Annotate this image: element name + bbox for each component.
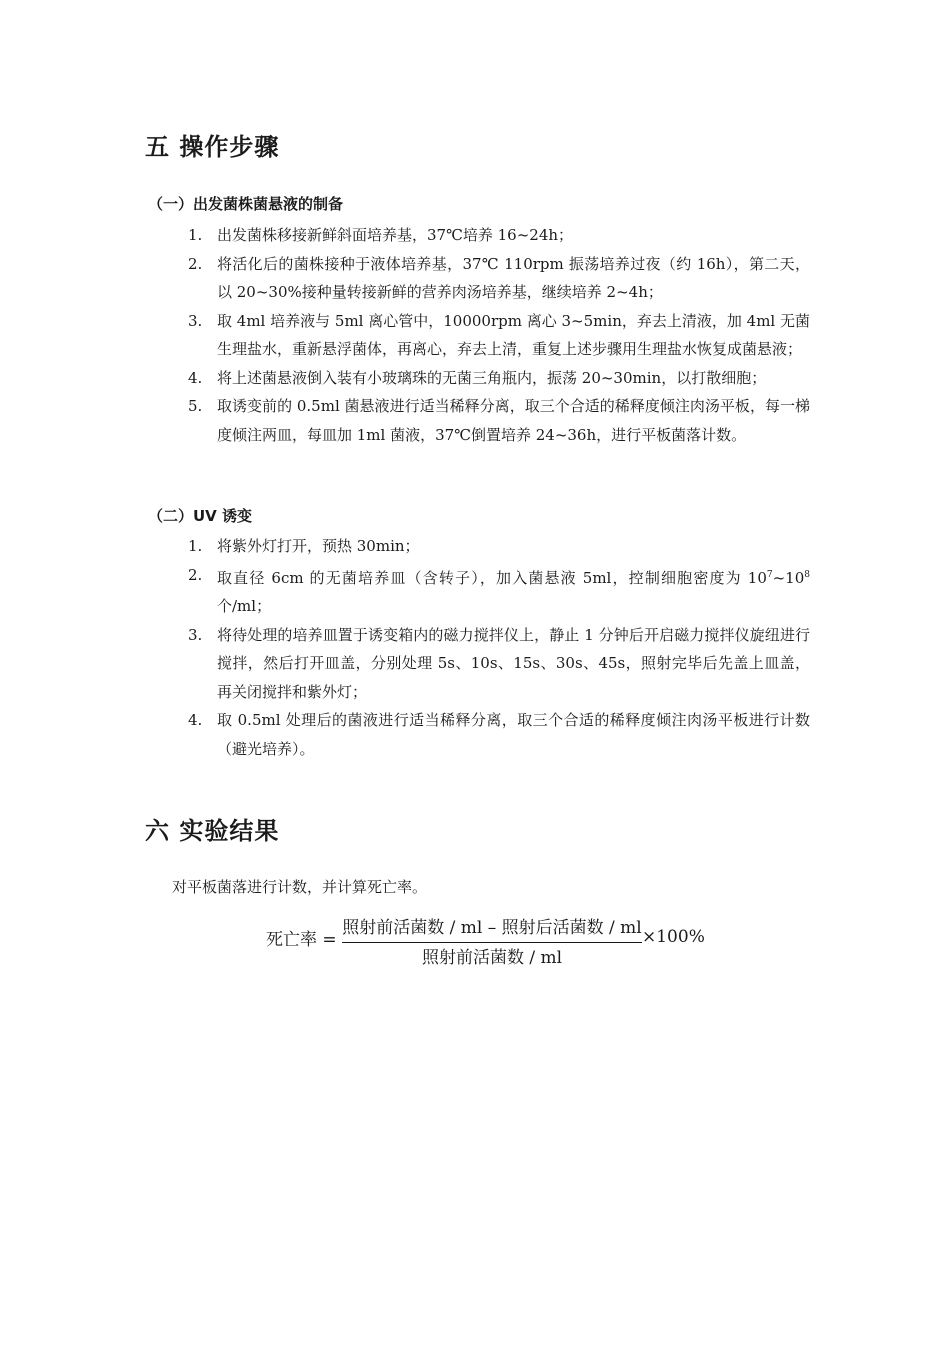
item-number: 2.	[188, 565, 203, 584]
list-item	[0, 364, 952, 393]
item-text: 将待处理的培养皿置于诱变箱内的磁力搅拌仪上，静止 1 分钟后开启磁力搅拌仪旋纽进行搅拌，然后打开皿盖，分别处理 5s、10s、15s、30s、45s，照射完毕后先盖上皿盖，再关闭搅拌和紫外灯；	[217, 625, 810, 701]
list-item	[0, 250, 952, 307]
list-item	[0, 621, 952, 707]
exponent: 7	[766, 569, 773, 580]
item-number: 1.	[188, 537, 203, 555]
item-number: 3.	[188, 311, 203, 330]
item-text-part: ~10	[772, 568, 805, 587]
item-text: 出发菌株移接新鲜斜面培养基，37℃培养 16~24h；	[217, 226, 574, 244]
subsection-2-list	[0, 532, 952, 763]
item-number: 3.	[188, 625, 203, 644]
formula-multiplier: ×100%	[642, 927, 705, 947]
item-text	[217, 561, 810, 621]
formula-denominator: 照射前活菌数 / ml	[421, 948, 563, 968]
section-6-heading: 六 实验结果	[145, 817, 280, 845]
item-text: 取诱变前的 0.5ml 菌悬液进行适当稀释分离，取三个合适的稀释度倾注肉汤平板，每一梯度倾注两皿，每皿加 1ml 菌液，37℃倒置培养 24~36h，进行平板菌落计数。	[217, 397, 810, 444]
section-5-heading: 五 操作步骤	[145, 133, 280, 161]
item-text: 将上述菌悬液倒入装有小玻璃珠的无菌三角瓶内，振荡 20~30min，以打散细胞；	[217, 368, 767, 387]
item-text: 取 0.5ml 处理后的菌液进行适当稀释分离，取三个合适的稀释度倾注肉汤平板进行计数（避光培养）。	[217, 711, 810, 758]
item-number: 4.	[188, 368, 203, 387]
list-item	[0, 561, 952, 621]
item-text-part: 取直径 6cm 的无菌培养皿（含转子），加入菌悬液 5ml，控制细胞密度为 10	[217, 568, 767, 587]
list-item	[0, 307, 952, 364]
results-paragraph: 对平板菌落进行计数，并计算死亡率。	[172, 878, 428, 896]
item-number: 4.	[188, 711, 203, 729]
formula-label: 死亡率 =	[266, 930, 337, 950]
item-text-part: 个/ml；	[217, 597, 272, 615]
item-text: 将紫外灯打开，预热 30min；	[217, 537, 420, 555]
list-item	[0, 392, 952, 449]
item-number: 5.	[188, 397, 203, 415]
item-text: 将活化后的菌株接种于液体培养基，37℃ 110rpm 振荡培养过夜（约 16h），第二天，以 20~30%接种量转接新鲜的营养肉汤培养基，继续培养 2~4h；	[217, 254, 810, 301]
list-item	[0, 221, 952, 250]
subsection-1-title: （一）出发菌株菌悬液的制备	[148, 195, 344, 213]
list-item	[0, 706, 952, 763]
exponent: 8	[804, 569, 810, 580]
list-item	[0, 532, 952, 561]
item-number: 2.	[188, 254, 203, 273]
subsection-2-title: （二）UV 诱变	[148, 507, 253, 525]
mortality-formula	[266, 912, 716, 972]
item-text: 取 4ml 培养液与 5ml 离心管中，10000rpm 离心 3~5min，弃去上清液，加 4ml 无菌生理盐水，重新悬浮菌体，再离心，弃去上清，重复上述步骤用生理盐水恢复成菌悬液；	[217, 311, 810, 358]
formula-numerator: 照射前活菌数 / ml – 照射后活菌数 / ml	[342, 918, 642, 938]
item-number: 1.	[188, 226, 203, 244]
subsection-1-list	[0, 221, 952, 449]
